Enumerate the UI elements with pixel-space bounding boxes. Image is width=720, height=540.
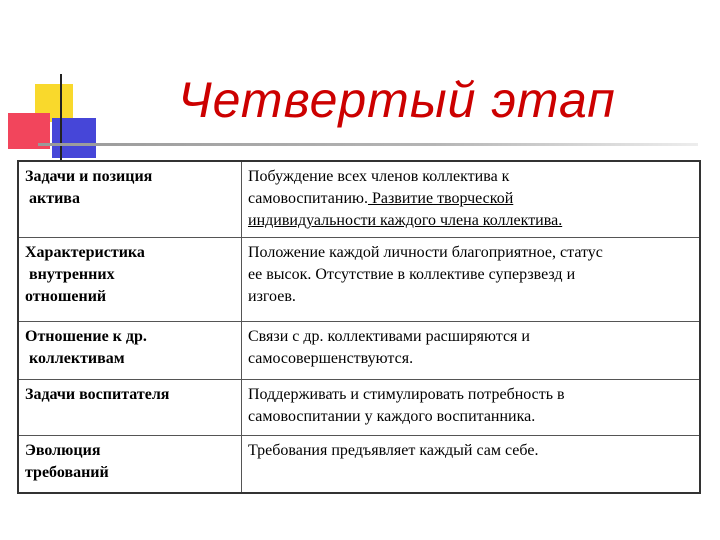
table-row (18, 379, 700, 435)
row-value-underlined: индивидуальности каждого члена коллектива. (248, 212, 563, 229)
row-value (242, 237, 701, 321)
row-value-line: самовоспитании у каждого воспитанника. (248, 407, 536, 425)
row-label-line: Задачи воспитателя (25, 385, 170, 403)
row-value-line: самовоспитанию. (248, 190, 368, 207)
stage-table (17, 160, 701, 494)
row-label-line: коллективам (29, 349, 125, 367)
row-label-line: Задачи и позиция (25, 168, 153, 185)
row-label-line: внутренних (29, 265, 115, 283)
row-value-underlined: Развитие творческой (367, 190, 514, 207)
row-label-line: Отношение к др. (25, 327, 147, 345)
row-label-line: требований (25, 463, 109, 481)
row-value-line: изгоев. (248, 287, 296, 305)
table-row (18, 237, 700, 321)
decor-blue-square (52, 118, 96, 158)
row-value (242, 321, 701, 379)
row-value-line: Побуждение всех членов коллектива к (248, 168, 510, 185)
row-label (18, 237, 242, 321)
slide-title: Четвертый этап (178, 72, 616, 128)
row-value (242, 435, 701, 493)
table-row (18, 435, 700, 493)
table-row (18, 321, 700, 379)
row-value-line: Связи с др. коллективами расширяются и (248, 327, 530, 345)
row-value-line: Требования предъявляет каждый сам себе. (248, 441, 539, 459)
row-value-line: Положение каждой личности благоприятное, статус (248, 243, 603, 261)
row-label (18, 379, 242, 435)
row-label-line: Эволюция (25, 441, 101, 459)
decor-title-rule (38, 143, 698, 146)
row-label (18, 435, 242, 493)
row-label (18, 161, 242, 237)
row-value-line: ее высок. Отсутствие в коллективе суперзвезд и (248, 265, 576, 283)
row-label-line: отношений (25, 287, 107, 305)
row-value (242, 161, 701, 237)
row-label (18, 321, 242, 379)
row-label-line: Характеристика (25, 243, 145, 261)
row-value-line: Поддерживать и стимулировать потребность в (248, 385, 565, 403)
table-row (18, 161, 700, 237)
row-value (242, 379, 701, 435)
decor-vertical-line (60, 74, 62, 160)
row-value-line: самосовершенствуются. (248, 349, 414, 367)
row-label-line: актива (29, 190, 80, 207)
